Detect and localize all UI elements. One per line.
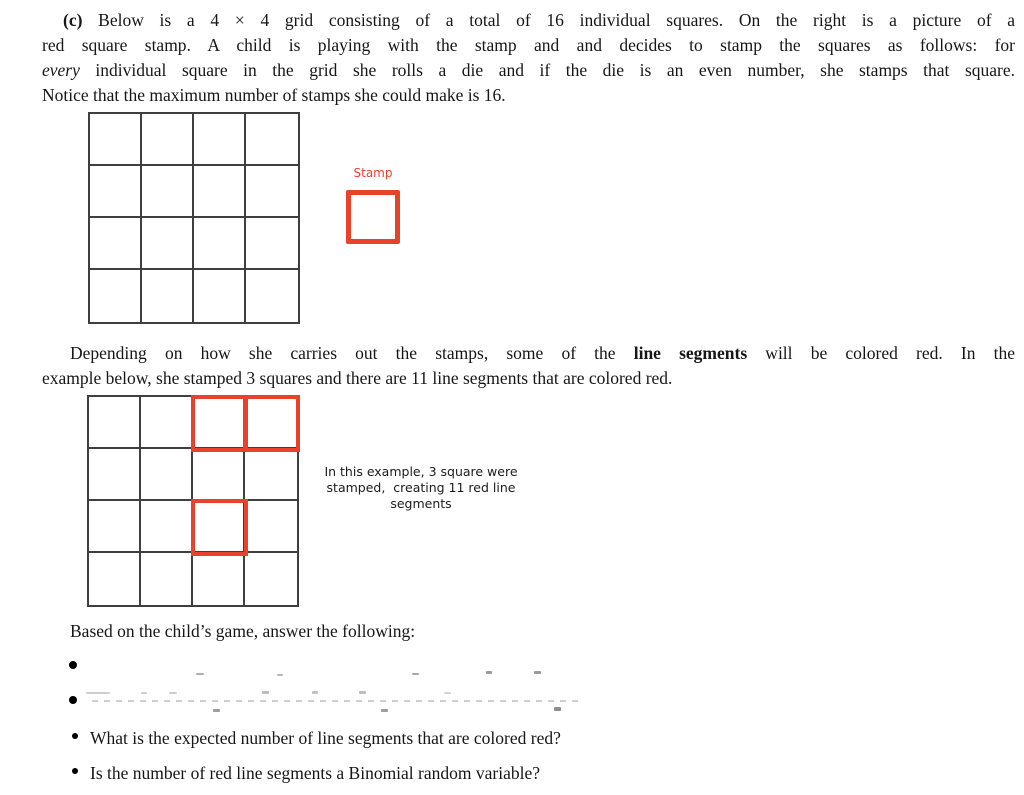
grid-cell	[246, 114, 298, 166]
stamped-square	[191, 499, 248, 556]
middle-line-1-b: will be colored red. In the	[747, 343, 1015, 363]
problem-line-1-text: Below is a 4 × 4 grid consisting of a total of 16 individual squares. On the right is a picture of a	[82, 10, 1015, 30]
erased-text-fragment	[169, 692, 177, 694]
grid-cell	[90, 114, 142, 166]
part-label: (c)	[63, 10, 83, 30]
grid-cell	[245, 501, 297, 553]
erased-text-fragment	[312, 691, 318, 694]
erased-text-fragment	[444, 692, 451, 694]
grid-cell	[89, 449, 141, 501]
middle-line-1	[42, 341, 1015, 366]
middle-line-1-a: Depending on how she carries out the stamps, some of the	[70, 343, 634, 363]
middle-line-2: example below, she stamped 3 squares and there are 11 line segments that are colored red.	[42, 368, 673, 388]
grid-cell	[142, 114, 194, 166]
problem-statement	[42, 8, 1015, 108]
grid-cell	[194, 166, 246, 218]
grid-cell	[246, 218, 298, 270]
grid-cell	[89, 501, 141, 553]
grid-cell	[89, 397, 141, 449]
emphasis-line-segments: line segments	[633, 343, 748, 363]
red-stamp-square	[346, 190, 400, 244]
problem-line-1	[42, 8, 1015, 33]
grid-cell	[141, 553, 193, 605]
bullet-dot-3	[72, 733, 78, 739]
erased-text-fragment	[141, 692, 147, 694]
bullet-dot-4	[72, 768, 78, 774]
problem-line-3-text: individual square in the grid she rolls a die and if the die is an even number, she stamps that square.	[79, 60, 1015, 80]
grid-cell	[193, 553, 245, 605]
grid-cell	[194, 114, 246, 166]
stamp-label: Stamp	[353, 166, 393, 180]
example-4x4-grid	[87, 395, 299, 607]
question-binomial: Is the number of red line segments a Binomial random variable?	[90, 763, 541, 783]
erased-text-line	[92, 700, 578, 702]
grid-cell	[90, 166, 142, 218]
followup-intro: Based on the child’s game, answer the following:	[70, 621, 416, 641]
stamped-square	[191, 395, 248, 452]
middle-paragraph	[42, 341, 1015, 391]
caption-line-1: In this example, 3 square were	[324, 464, 518, 479]
erased-text-fragment	[381, 709, 388, 712]
erased-text-fragment	[262, 691, 269, 694]
grid-cell	[245, 449, 297, 501]
problem-line-3	[42, 58, 1015, 83]
example-caption	[318, 464, 524, 512]
grid-cell	[245, 553, 297, 605]
bullet-dot-2	[69, 696, 77, 704]
grid-cell	[90, 218, 142, 270]
grid-cell	[193, 449, 245, 501]
erased-text-fragment	[196, 673, 204, 675]
erased-text-fragment	[359, 691, 366, 694]
grid-cell	[142, 270, 194, 322]
grid-cell	[142, 218, 194, 270]
grid-cell	[141, 397, 193, 449]
caption-line-3: segments	[390, 496, 452, 511]
grid-cell	[142, 166, 194, 218]
question-expected-segments: What is the expected number of line segments that are colored red?	[90, 728, 561, 748]
grid-cell	[194, 270, 246, 322]
erased-text-fragment	[277, 674, 283, 676]
bullet-dot-1	[69, 661, 77, 669]
caption-line-2: stamped, creating 11 red line	[326, 480, 516, 495]
grid-cell	[194, 218, 246, 270]
grid-cell	[89, 553, 141, 605]
erased-text-fragment	[412, 673, 419, 675]
emphasis-every: every	[42, 60, 80, 80]
erased-text-fragment	[86, 692, 110, 694]
grid-cell	[246, 270, 298, 322]
grid-cell	[141, 501, 193, 553]
problem-line-4: Notice that the maximum number of stamps she could make is 16.	[42, 85, 506, 105]
grid-cell	[90, 270, 142, 322]
empty-4x4-grid	[88, 112, 300, 324]
erased-text-fragment	[534, 671, 541, 674]
grid-cell	[141, 449, 193, 501]
erased-text-fragment	[486, 671, 492, 674]
stamped-square	[243, 395, 300, 452]
erased-text-fragment	[213, 709, 220, 712]
erased-text-fragment	[554, 707, 561, 711]
grid-cell	[246, 166, 298, 218]
problem-line-2: red square stamp. A child is playing with the stamp and and decides to stamp the squares as follows: for	[42, 35, 1015, 55]
